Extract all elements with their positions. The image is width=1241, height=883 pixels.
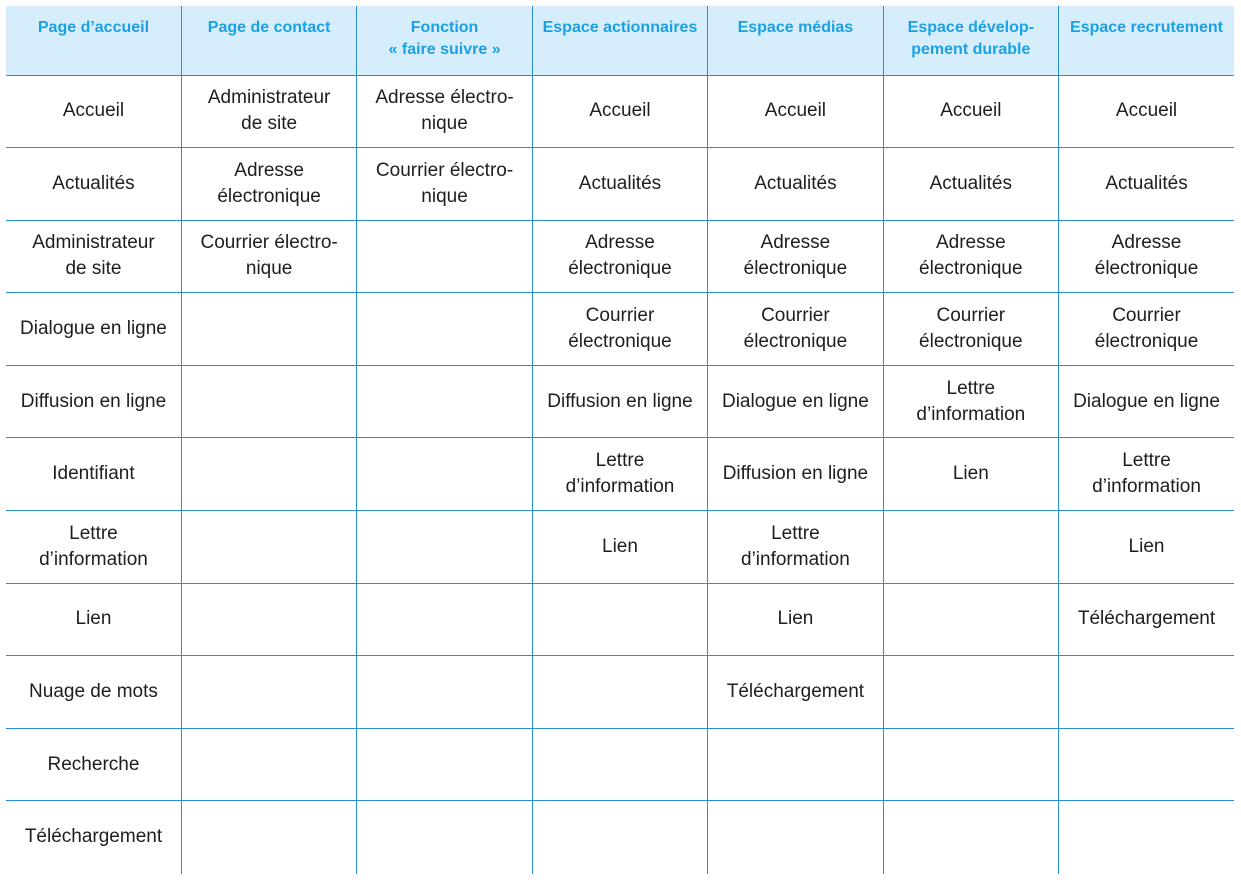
table-cell: Lien <box>1059 511 1234 584</box>
table-cell: Accueil <box>1059 75 1234 148</box>
header-page-accueil: Page d’accueil <box>6 6 181 75</box>
table-cell <box>1059 728 1234 801</box>
table-row <box>6 583 1234 656</box>
table-cell: Dialogue en ligne <box>6 293 181 366</box>
table-row <box>6 365 1234 438</box>
table-cell: Accueil <box>6 75 181 148</box>
table-row <box>6 293 1234 366</box>
table-row <box>6 438 1234 511</box>
table-cell: Actualités <box>6 148 181 221</box>
table-cell: Courrier électro- nique <box>357 148 532 221</box>
table-cell: Recherche <box>6 728 181 801</box>
table-cell: Téléchargement <box>708 656 883 729</box>
table-cell <box>181 511 356 584</box>
table-cell: Lettre d’information <box>883 365 1058 438</box>
table-cell <box>181 293 356 366</box>
table-cell: Accueil <box>883 75 1058 148</box>
table-cell <box>181 438 356 511</box>
table-cell: Lettre d’information <box>1059 438 1234 511</box>
table-cell <box>181 801 356 874</box>
table-cell <box>883 801 1058 874</box>
table-cell <box>883 583 1058 656</box>
header-espace-actionnaires: Espace actionnaires <box>532 6 707 75</box>
table-cell: Diffusion en ligne <box>708 438 883 511</box>
table-cell <box>357 365 532 438</box>
table-cell: Diffusion en ligne <box>532 365 707 438</box>
table-cell: Adresse électronique <box>181 148 356 221</box>
table-cell: Administrateur de site <box>6 220 181 293</box>
table-cell <box>181 656 356 729</box>
header-fonction-faire-suivre: Fonction « faire suivre » <box>357 6 532 75</box>
table-cell: Dialogue en ligne <box>1059 365 1234 438</box>
table-cell: Actualités <box>532 148 707 221</box>
table-cell <box>357 656 532 729</box>
table-cell: Lien <box>883 438 1058 511</box>
table-cell: Lettre d’information <box>532 438 707 511</box>
table-cell <box>883 728 1058 801</box>
table-cell <box>357 801 532 874</box>
table-header <box>6 6 1234 75</box>
table-cell: Courrier électro- nique <box>181 220 356 293</box>
table-cell <box>357 293 532 366</box>
header-page-contact: Page de contact <box>181 6 356 75</box>
table-cell: Courrier électronique <box>883 293 1058 366</box>
table-cell: Lien <box>6 583 181 656</box>
table-cell <box>532 801 707 874</box>
table-cell <box>357 220 532 293</box>
table-cell <box>1059 801 1234 874</box>
header-espace-developpement-durable: Espace dévelop- pement durable <box>883 6 1058 75</box>
table-row <box>6 148 1234 221</box>
table-body <box>6 75 1234 874</box>
table-cell <box>708 728 883 801</box>
table-row <box>6 511 1234 584</box>
table-row <box>6 656 1234 729</box>
table-cell <box>181 583 356 656</box>
header-row <box>6 6 1234 75</box>
table-cell <box>357 728 532 801</box>
table-cell: Téléchargement <box>24 826 163 848</box>
table-cell <box>357 511 532 584</box>
table-cell: Actualités <box>708 148 883 221</box>
table-cell <box>532 583 707 656</box>
table-row <box>6 728 1234 801</box>
table-cell <box>181 365 356 438</box>
table-cell: Identifiant <box>6 438 181 511</box>
table-cell: Nuage de mots <box>6 656 181 729</box>
table-cell: Lettre d’information <box>6 511 181 584</box>
table-cell: Accueil <box>532 75 707 148</box>
table-cell <box>532 728 707 801</box>
table-cell <box>708 801 883 874</box>
table-cell <box>883 511 1058 584</box>
table-row <box>6 75 1234 148</box>
table-cell <box>181 728 356 801</box>
table-cell: Courrier électronique <box>708 293 883 366</box>
table-cell <box>357 583 532 656</box>
table-cell: Adresse électronique <box>1059 220 1234 293</box>
table-cell <box>883 656 1058 729</box>
table-cell: Administrateur de site <box>181 75 356 148</box>
table-cell: Actualités <box>883 148 1058 221</box>
table-cell <box>1059 656 1234 729</box>
table-cell: Adresse électronique <box>532 220 707 293</box>
table-cell: Courrier électronique <box>532 293 707 366</box>
table-cell: Dialogue en ligne <box>708 365 883 438</box>
site-structure-table <box>6 6 1234 874</box>
table-cell: Lien <box>708 583 883 656</box>
table-cell: Adresse électronique <box>883 220 1058 293</box>
table-cell: Lien <box>532 511 707 584</box>
table-cell: Adresse électro- nique <box>357 75 532 148</box>
table-cell: Accueil <box>708 75 883 148</box>
table-cell <box>357 438 532 511</box>
table-cell: Lettre d’information <box>708 511 883 584</box>
table-cell: Téléchargement <box>1059 583 1234 656</box>
header-espace-recrutement: Espace recrutement <box>1059 6 1234 75</box>
table-cell: Adresse électronique <box>708 220 883 293</box>
table-cell: Diffusion en ligne <box>6 365 181 438</box>
table-row <box>6 801 1234 874</box>
table-cell: Courrier électronique <box>1059 293 1234 366</box>
table-cell: Actualités <box>1059 148 1234 221</box>
table-row <box>6 220 1234 293</box>
header-espace-medias: Espace médias <box>708 6 883 75</box>
table-cell <box>532 656 707 729</box>
